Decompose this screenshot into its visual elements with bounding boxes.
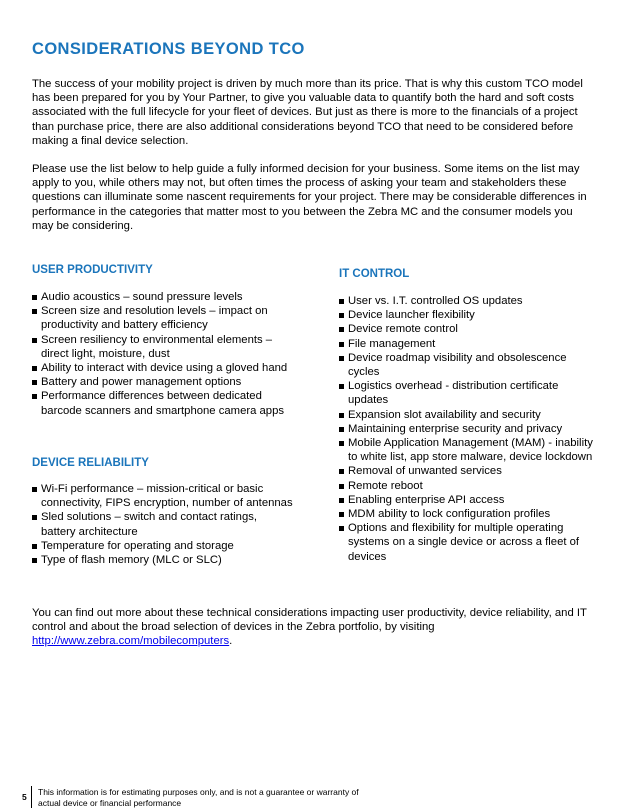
- list-item: Device remote control: [339, 322, 595, 336]
- list-item: File management: [339, 337, 595, 351]
- page-title: CONSIDERATIONS BEYOND TCO: [32, 40, 305, 58]
- list-item: Audio acoustics – sound pressure levels: [32, 290, 294, 304]
- list-item: Battery and power management options: [32, 375, 294, 389]
- list-item: Device launcher flexibility: [339, 308, 595, 322]
- list-item: Screen size and resolution levels – impact on productivity and battery efficiency: [32, 304, 294, 332]
- zebra-mobilecomputers-link[interactable]: http://www.zebra.com/mobilecomputers: [32, 635, 230, 648]
- it-control-list: [339, 294, 595, 564]
- footer-divider: [31, 786, 32, 808]
- list-item: User vs. I.T. controlled OS updates: [339, 294, 595, 308]
- closing-paragraph: [32, 606, 592, 649]
- intro-paragraph-2: Please use the list below to help guide a fully informed decision for your business. Some items on the list may apply to you, while others may not, but often times the process of asking your team and stakeholders these questions can illuminate some nascent requirements for your project. There may be considerable differences in performance in the categories that matter most to you between the Zebra MC and the consumer models you may be considering.: [32, 163, 587, 232]
- list-item: Sled solutions – switch and contact ratings, battery architecture: [32, 510, 294, 538]
- page-number: 5: [22, 792, 27, 802]
- user-productivity-heading: USER PRODUCTIVITY: [32, 264, 153, 276]
- list-item: Remote reboot: [339, 479, 595, 493]
- closing-text: You can find out more about these technical considerations impacting user productivity, device reliability, and IT control and about the broad selection of devices in the Zebra portfolio, by visiting: [32, 607, 587, 634]
- list-item: Logistics overhead - distribution certificate updates: [339, 379, 595, 407]
- user-productivity-list: [32, 290, 294, 418]
- list-item: Options and flexibility for multiple operating systems on a single device or across a fleet of devices: [339, 521, 595, 564]
- list-item: Enabling enterprise API access: [339, 493, 595, 507]
- it-control-heading: IT CONTROL: [339, 268, 410, 280]
- footer-disclaimer: This information is for estimating purposes only, and is not a guarantee or warranty of actual device or financial performance: [38, 787, 359, 808]
- list-item: Performance differences between dedicated barcode scanners and smartphone camera apps: [32, 389, 294, 417]
- list-item: Maintaining enterprise security and privacy: [339, 422, 595, 436]
- device-reliability-list: [32, 482, 294, 567]
- closing-period: .: [229, 635, 233, 648]
- list-item: Expansion slot availability and security: [339, 408, 595, 422]
- list-item: MDM ability to lock configuration profiles: [339, 507, 595, 521]
- list-item: Type of flash memory (MLC or SLC): [32, 553, 294, 567]
- list-item: Device roadmap visibility and obsolescence cycles: [339, 351, 595, 379]
- list-item: Temperature for operating and storage: [32, 539, 294, 553]
- list-item: Screen resiliency to environmental elements – direct light, moisture, dust: [32, 333, 294, 361]
- device-reliability-heading: DEVICE RELIABILITY: [32, 457, 149, 469]
- intro-paragraph-1: The success of your mobility project is driven by much more than its price. That is why this custom TCO model has been prepared for you by Your Partner, to give you valuable data to quantify both the hard and soft costs associated with the full lifecycle for your fleet of devices. But just as there is more to the financials of a project than purchase price, there are also additional considerations beyond TCO that need to be considered before making a final device selection.: [32, 78, 583, 147]
- list-item: Wi-Fi performance – mission-critical or basic connectivity, FIPS encryption, number of antennas: [32, 482, 294, 510]
- list-item: Ability to interact with device using a gloved hand: [32, 361, 294, 375]
- list-item: Mobile Application Management (MAM) - inability to white list, app store malware, device lockdown: [339, 436, 595, 464]
- list-item: Removal of unwanted services: [339, 464, 595, 478]
